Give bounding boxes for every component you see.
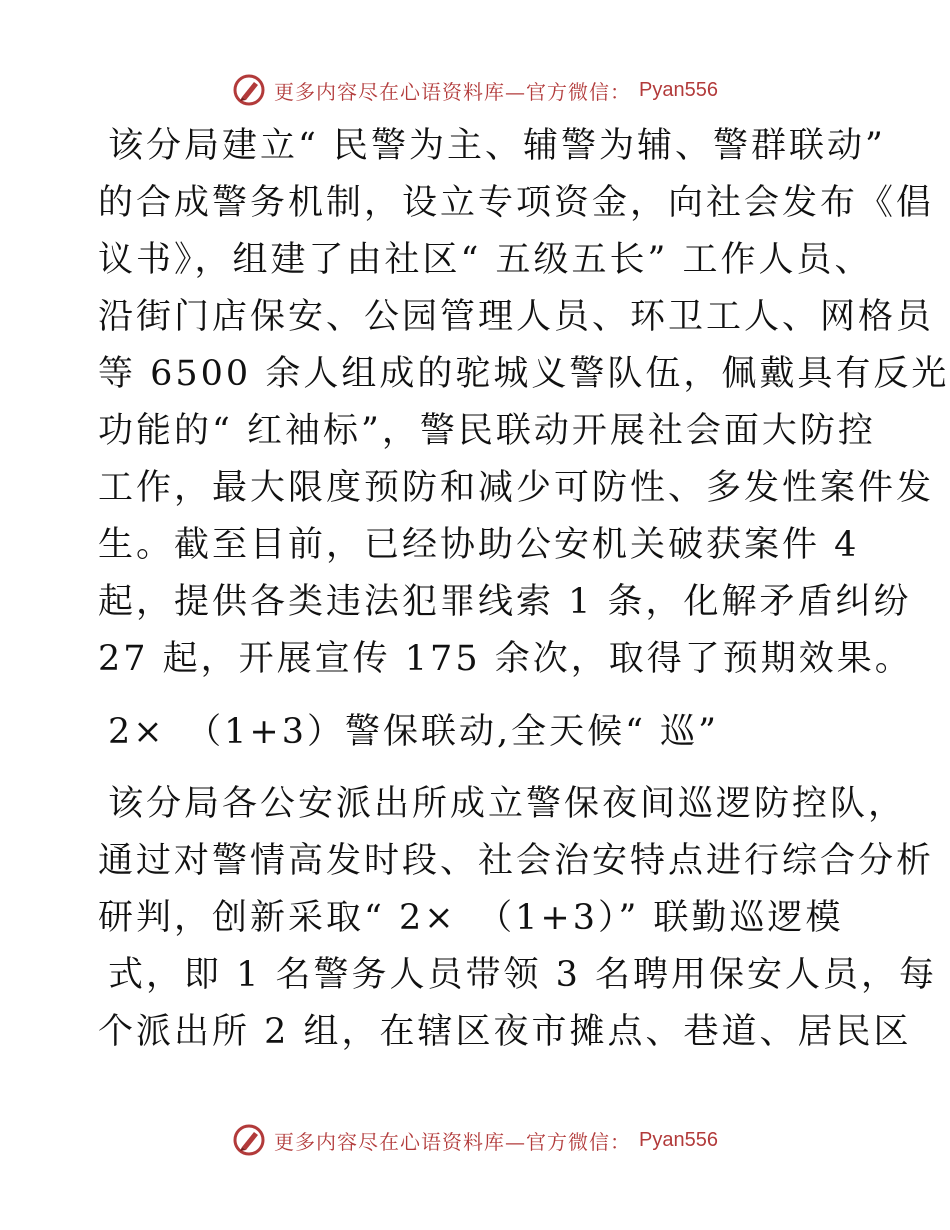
text-line: 式，即 1 名警务人员带领 3 名聘用保安人员，每 <box>108 955 938 995</box>
text-line: 个派出所 2 组，在辖区夜市摊点、巷道、居民区 <box>98 1012 912 1052</box>
watermark-text: 更多内容尽在心语资料库—官方微信： <box>274 1129 632 1154</box>
pen-logo-icon <box>232 1123 266 1157</box>
paragraph-1 <box>98 118 950 688</box>
text-line: 等 6500 余人组成的驼城义警队伍，佩戴具有反光 <box>98 354 950 394</box>
text-line: 该分局各公安派出所成立警保夜间巡逻防控队， <box>108 784 907 824</box>
footer-watermark <box>0 1120 950 1160</box>
text-line: 研判，创新采取“ 2× （1+3）” 联勤巡逻模 <box>98 898 844 938</box>
text-line: 议书》，组建了由社区“ 五级五长” 工作人员、 <box>98 240 873 280</box>
pen-logo-icon <box>232 73 266 107</box>
text-line: 沿街门店保安、公园管理人员、环卫工人、网格员 <box>98 297 935 337</box>
section-heading: 2× （1+3）警保联动,全天候“ 巡” <box>108 712 719 752</box>
text-line: 工作，最大限度预防和减少可防性、多发性案件发 <box>98 468 935 508</box>
header-watermark <box>0 70 950 110</box>
text-line: 27 起，开展宣传 175 余次，取得了预期效果。 <box>98 639 913 679</box>
watermark-id: Pyan556 <box>639 1128 718 1151</box>
document-body <box>98 118 950 1061</box>
paragraph-2 <box>98 776 938 1061</box>
text-line: 功能的“ 红袖标”，警民联动开展社会面大防控 <box>98 411 876 451</box>
text-line: 的合成警务机制，设立专项资金，向社会发布《倡 <box>98 183 935 223</box>
watermark-text: 更多内容尽在心语资料库—官方微信： <box>274 79 632 104</box>
text-line: 通过对警情高发时段、社会治安特点进行综合分析 <box>98 841 935 881</box>
watermark-id: Pyan556 <box>639 78 718 101</box>
text-line: 该分局建立“ 民警为主、辅警为辅、警群联动” <box>108 126 886 166</box>
text-line: 生。截至目前，已经协助公安机关破获案件 4 <box>98 525 860 565</box>
text-line: 起，提供各类违法犯罪线索 1 条，化解矛盾纠纷 <box>98 582 912 622</box>
